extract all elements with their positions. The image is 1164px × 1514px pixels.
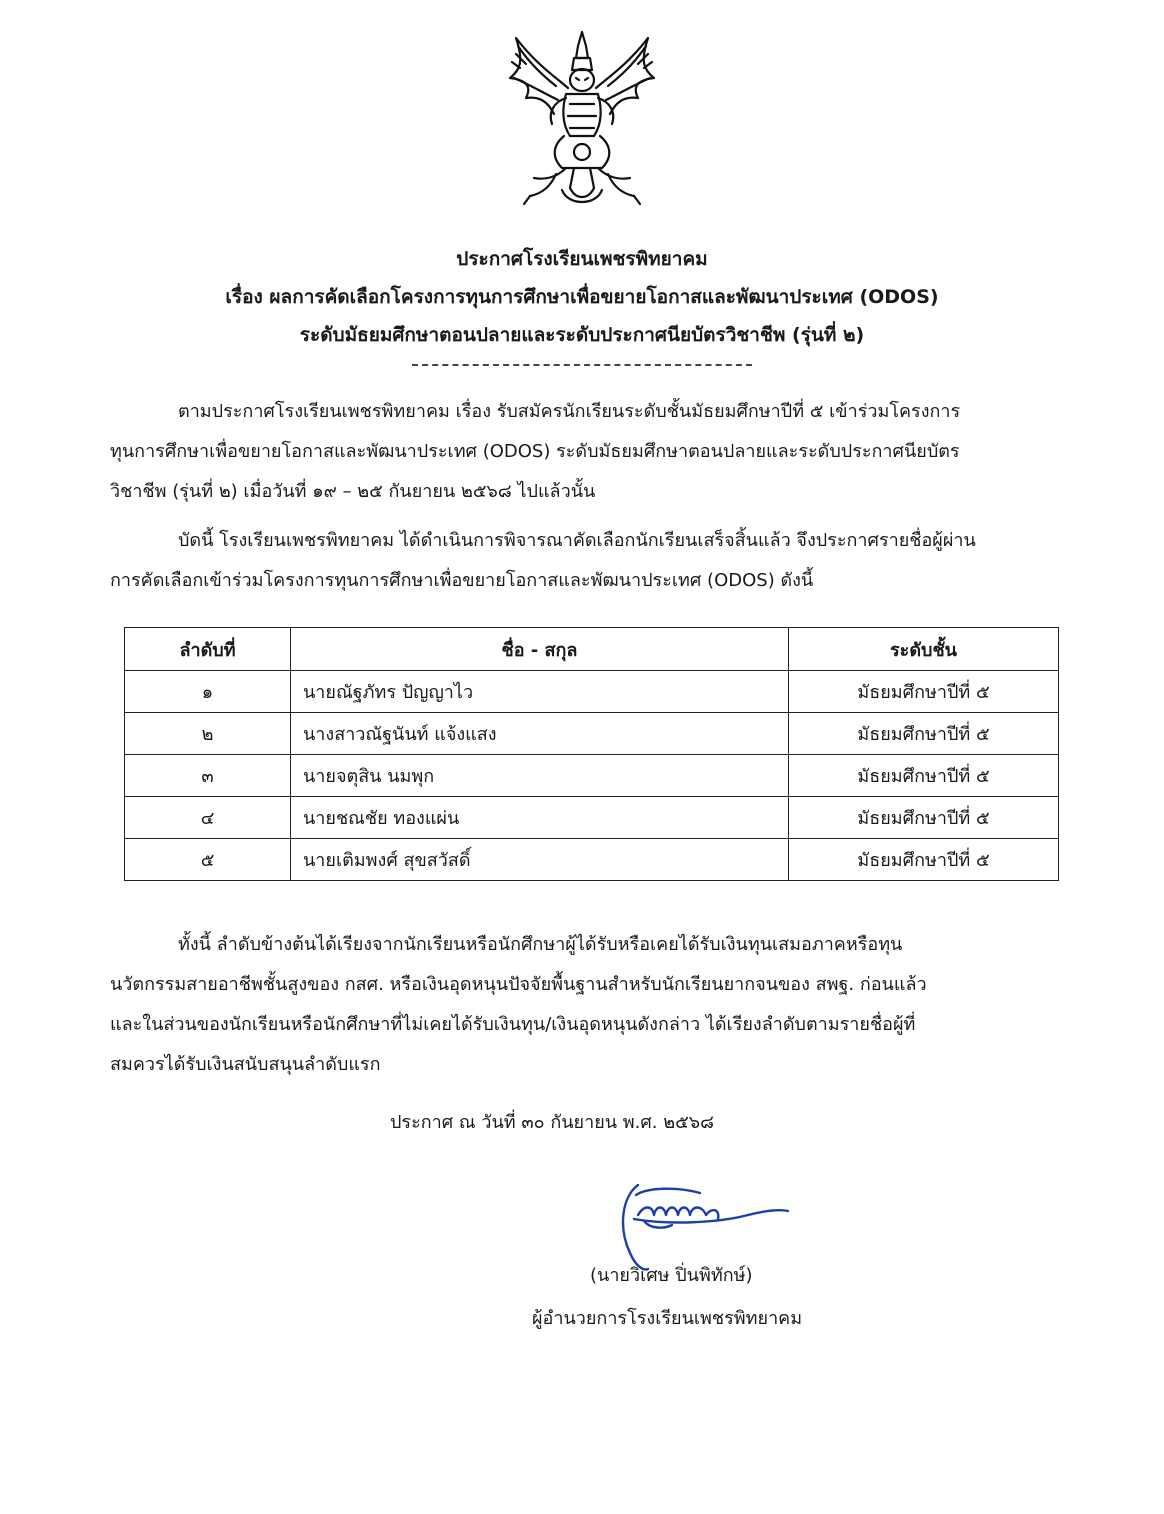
cell-order: ๔	[125, 797, 291, 839]
table-row	[125, 671, 1059, 713]
cell-level: มัธยมศึกษาปีที่ ๕	[789, 671, 1059, 713]
column-header-order: ลำดับที่	[125, 628, 291, 671]
document-subject: เรื่อง ผลการคัดเลือกโครงการทุนการศึกษาเพื่อขยายโอกาสและพัฒนาประเทศ (ODOS)	[225, 286, 939, 308]
cell-level: มัธยมศึกษาปีที่ ๕	[789, 755, 1059, 797]
cell-level: มัธยมศึกษาปีที่ ๕	[789, 839, 1059, 881]
cell-order: ๕	[125, 839, 291, 881]
cell-name: นายจตุสิน นมพุก	[291, 755, 789, 797]
cell-name: นางสาวณัฐนันท์ แจ้งแสง	[291, 713, 789, 755]
table-row	[125, 713, 1059, 755]
selection-results-table	[124, 627, 1059, 881]
column-header-level: ระดับชั้น	[789, 628, 1059, 671]
cell-name: นายชณชัย ทองแผ่น	[291, 797, 789, 839]
paragraph-line: ตามประกาศโรงเรียนเพชรพิทยาคม เรื่อง รับสมัครนักเรียนระดับชั้นมัธยมศึกษาปีที่ ๕ เข้าร่วมโครงการ	[178, 401, 961, 422]
document-title: ประกาศโรงเรียนเพชรพิทยาคม	[456, 248, 708, 270]
column-header-name: ชื่อ - สกุล	[291, 628, 789, 671]
paragraph-line: สมควรได้รับเงินสนับสนุนลำดับแรก	[110, 1054, 381, 1075]
paragraph-line: การคัดเลือกเข้าร่วมโครงการทุนการศึกษาเพื่อขยายโอกาสและพัฒนาประเทศ (ODOS) ดังนี้	[110, 570, 814, 591]
table-row	[125, 797, 1059, 839]
paragraph-line: วิชาชีพ (รุ่นที่ ๒) เมื่อวันที่ ๑๙ – ๒๕ กันยายน ๒๕๖๘ ไปแล้วนั้น	[110, 481, 596, 502]
result-paragraph	[110, 521, 1100, 601]
announcement-date: ประกาศ ณ วันที่ ๓๐ กันยายน พ.ศ. ๒๕๖๘	[390, 1112, 715, 1133]
ordering-note-paragraph	[110, 925, 1100, 1085]
cell-name: นายณัฐภัทร ปัญญาไว	[291, 671, 789, 713]
paragraph-line: และในส่วนของนักเรียนหรือนักศึกษาที่ไม่เคยได้รับเงินทุน/เงินอุดหนุนดังกล่าว ได้เรียงลำดับตามรายชื่อผู้ที่	[110, 1014, 916, 1035]
table-header-row	[125, 628, 1059, 671]
document-header	[0, 240, 1164, 354]
cell-order: ๓	[125, 755, 291, 797]
paragraph-line: นวัตกรรมสายอาชีพชั้นสูงของ กสศ. หรือเงินอุดหนุนปัจจัยพื้นฐานสำหรับนักเรียนยากจนของ สพฐ. ก่อนแล้ว	[110, 974, 927, 995]
cell-order: ๒	[125, 713, 291, 755]
table-row	[125, 839, 1059, 881]
table-row	[125, 755, 1059, 797]
cell-order: ๑	[125, 671, 291, 713]
paragraph-line: ทุนการศึกษาเพื่อขยายโอกาสและพัฒนาประเทศ (ODOS) ระดับมัธยมศึกษาตอนปลายและระดับประกาศนียบัตร	[110, 441, 960, 462]
garuda-emblem-icon	[496, 28, 668, 210]
signer-name: (นายวิเศษ ปิ่นพิทักษ์)	[590, 1265, 753, 1286]
document-subject-level: ระดับมัธยมศึกษาตอนปลายและระดับประกาศนียบัตรวิชาชีพ (รุ่นที่ ๒)	[299, 324, 865, 346]
cell-level: มัธยมศึกษาปีที่ ๕	[789, 713, 1059, 755]
signer-title: ผู้อำนวยการโรงเรียนเพชรพิทยาคม	[532, 1308, 803, 1329]
paragraph-line: บัดนี้ โรงเรียนเพชรพิทยาคม ได้ดำเนินการพิจารณาคัดเลือกนักเรียนเสร็จสิ้นแล้ว จึงประกาศรายชื่อผู้ผ่าน	[178, 530, 976, 551]
intro-paragraph	[110, 392, 1100, 512]
cell-name: นายเติมพงศ์ สุขสวัสดิ์	[291, 839, 789, 881]
cell-level: มัธยมศึกษาปีที่ ๕	[789, 797, 1059, 839]
paragraph-line: ทั้งนี้ ลำดับข้างต้นได้เรียงจากนักเรียนหรือนักศึกษาผู้ได้รับหรือเคยได้รับเงินทุนเสมอภาคหรือทุน	[178, 934, 903, 955]
